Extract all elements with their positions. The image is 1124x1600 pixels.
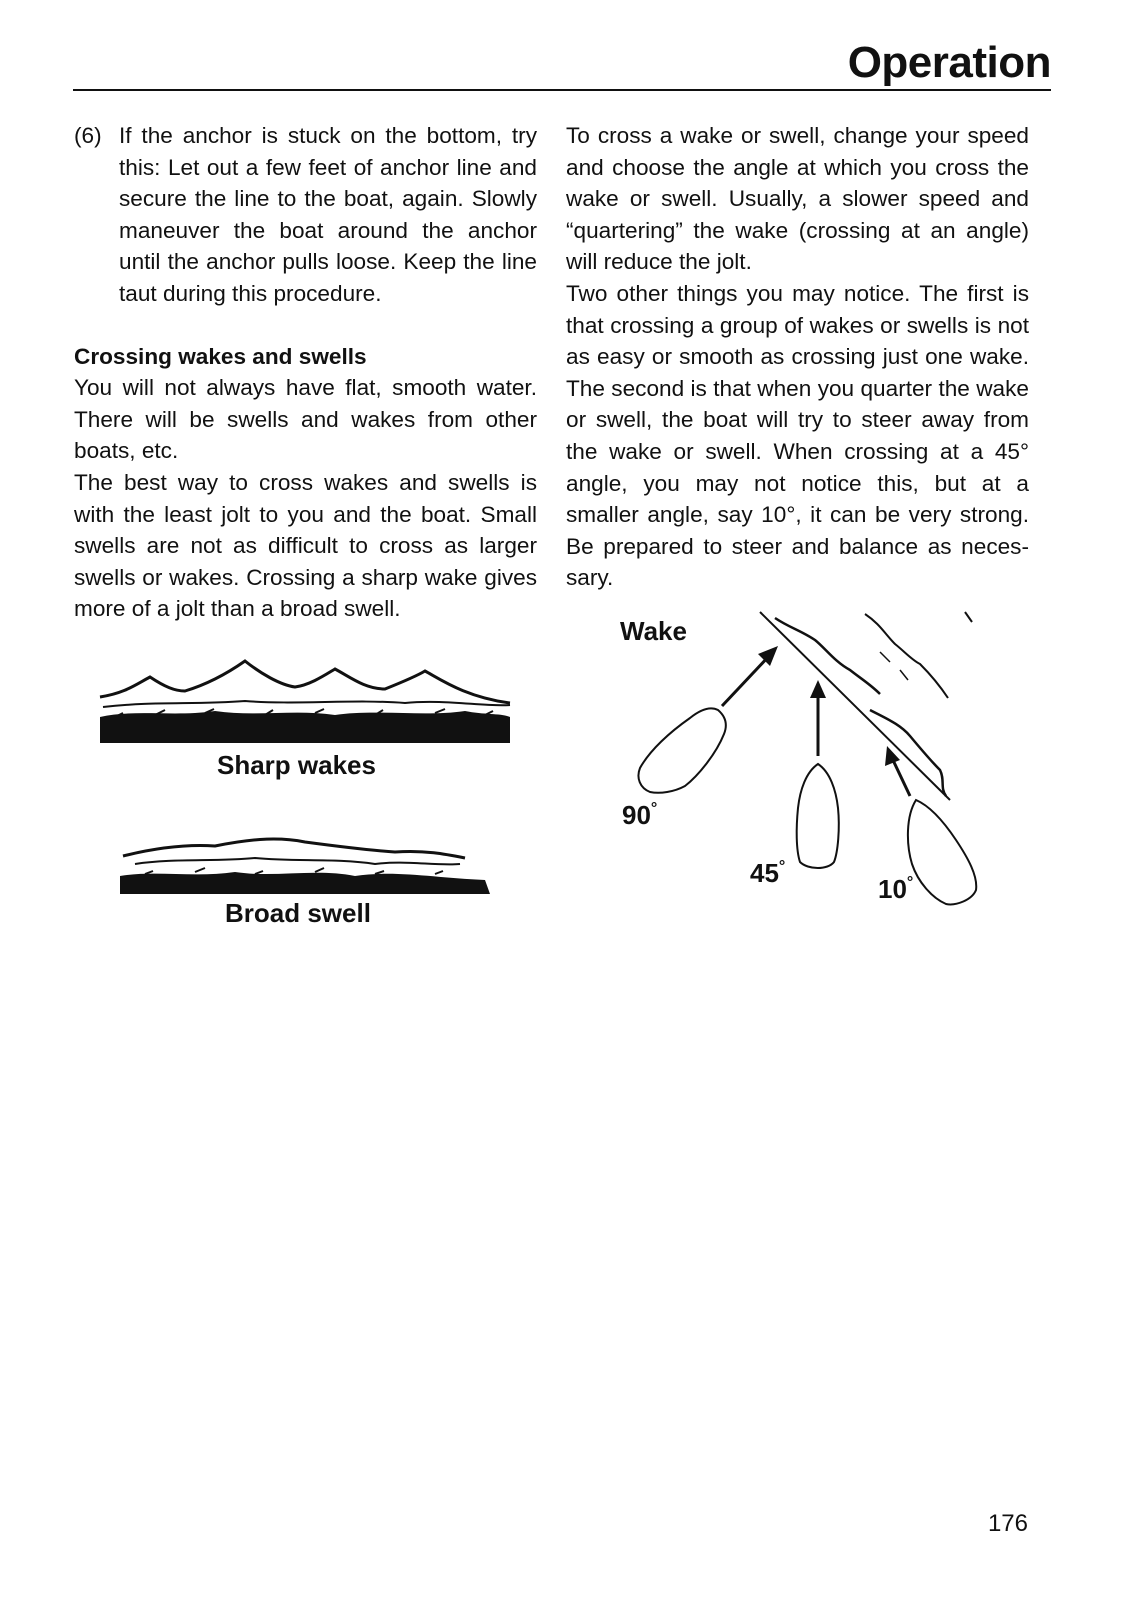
boat-90-icon bbox=[638, 708, 725, 792]
step-number: (6) bbox=[74, 123, 102, 148]
boat-10-icon bbox=[908, 800, 976, 904]
page-number: 176 bbox=[987, 1510, 1028, 1537]
wake-label: Wake bbox=[620, 616, 687, 646]
broad-swell-figure bbox=[115, 828, 495, 928]
boat-45-icon bbox=[797, 764, 839, 868]
paragraph: The best way to cross wakes and swells is with the least jolt to you and the boat. Small swells are not as difficult to cross as larger swells or wakes. Crossing a sharp wake gives more of a jolt than a broad swell. bbox=[74, 469, 537, 622]
step-text: If the anchor is stuck on the bottom, try this: Let out a few feet of anchor line and secure the line to the boat, again. Slowly maneuver the boat around the anchor until the anchor pulls loose. Keep the line taut during this procedure. bbox=[119, 123, 537, 306]
angle-45-value: 45 bbox=[750, 858, 779, 888]
left-column bbox=[74, 120, 537, 625]
degree-symbol: ° bbox=[650, 800, 658, 817]
degree-symbol: ° bbox=[906, 874, 914, 891]
angle-90-label bbox=[622, 800, 657, 831]
paragraph: You will not always have flat, smooth water. There will be swells and wakes from other boats, etc. bbox=[74, 375, 537, 464]
page-section-title: Operation bbox=[847, 38, 1051, 87]
step-6 bbox=[74, 120, 537, 310]
sharp-wakes-drawing bbox=[95, 655, 515, 745]
angle-10-value: 10 bbox=[878, 874, 907, 904]
broad-swell-label: Broad swell bbox=[225, 898, 371, 928]
section-heading: Crossing wakes and swells bbox=[74, 343, 367, 369]
header-rule bbox=[73, 89, 1051, 91]
right-column bbox=[566, 120, 1029, 594]
paragraph: To cross a wake or swell, change your speed and choose the angle at which you cross the wake or swell. Usually, a slower speed and “quartering” the wake (crossing at an angle) will reduce the jolt. bbox=[566, 123, 1029, 275]
arrow-10-icon bbox=[885, 746, 910, 796]
broad-swell-drawing bbox=[115, 828, 495, 898]
paragraph: Two other things you may notice. The first is that crossing a group of wakes or swells is not as easy or smooth as crossing just one wake. The second is that when you quarter the wake or swell, the boat will try to steer away from the wake or swell. When crossing at a 45° angle, you may not notice this, but at a smaller angle, say 10°, it can be very strong. Be prepared to steer and balance as neces-sary. bbox=[566, 280, 1029, 591]
sharp-wakes-label: Sharp wakes bbox=[217, 750, 376, 780]
angle-10-label bbox=[878, 874, 913, 905]
degree-symbol: ° bbox=[778, 858, 786, 875]
arrow-90-icon bbox=[722, 646, 778, 706]
arrow-45-icon bbox=[810, 680, 826, 756]
angle-90-value: 90 bbox=[622, 800, 651, 830]
wake-angles-drawing bbox=[600, 600, 1020, 930]
sharp-wakes-figure bbox=[95, 655, 515, 780]
angle-45-label bbox=[750, 858, 785, 889]
wake-angles-figure bbox=[600, 600, 1020, 930]
